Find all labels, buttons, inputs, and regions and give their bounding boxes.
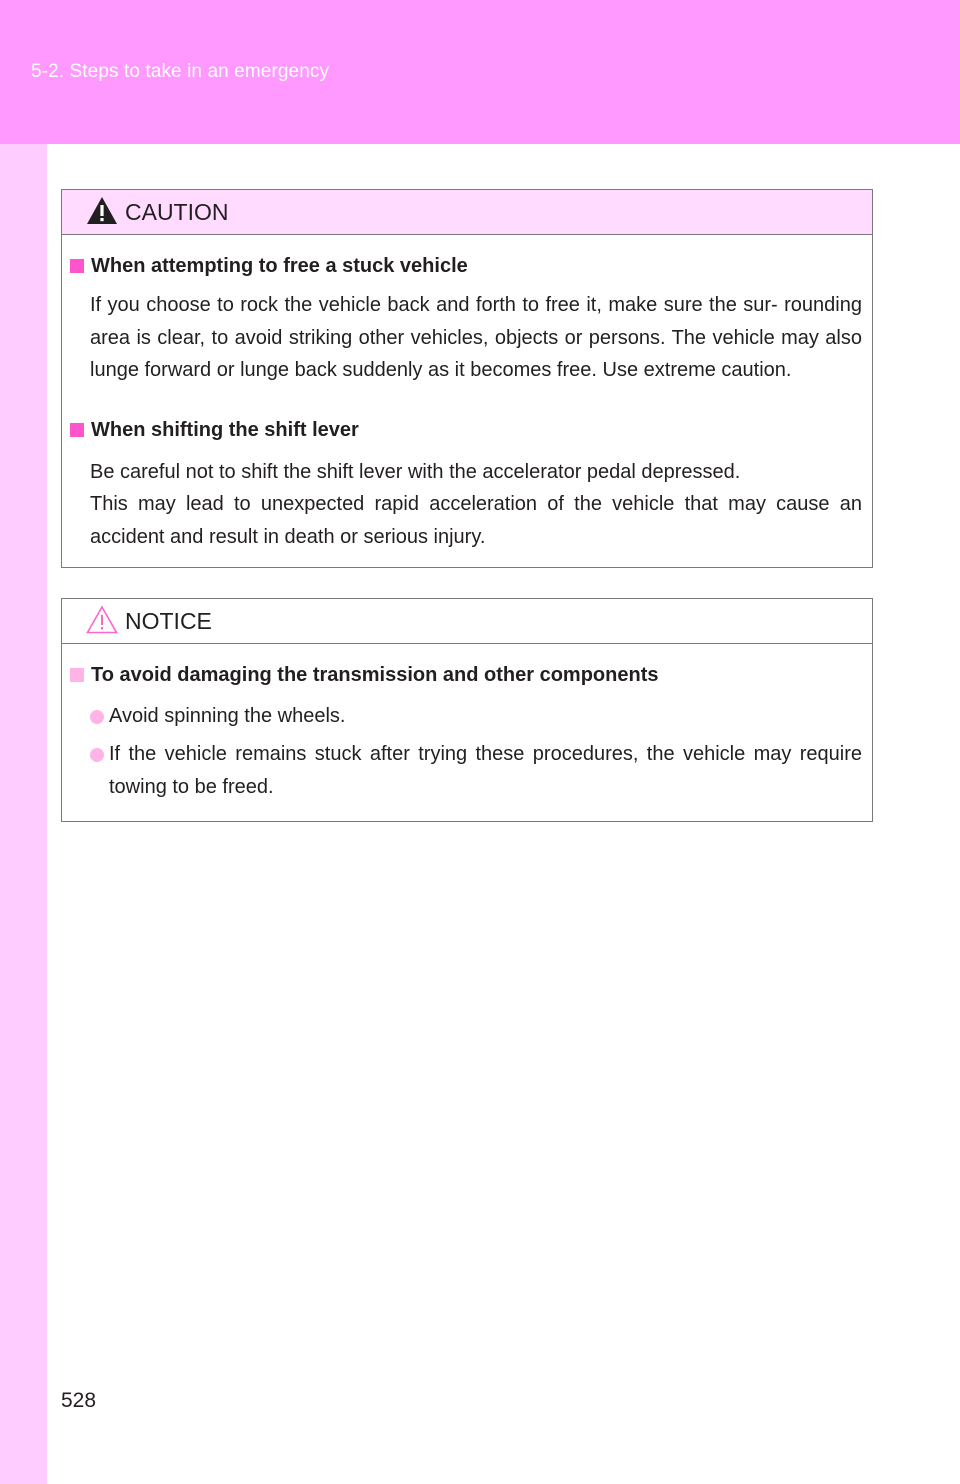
page-header xyxy=(0,0,960,144)
caution-section-title xyxy=(70,419,359,442)
caution-section-title-text: When shifting the shift lever xyxy=(91,419,359,441)
left-margin-strip xyxy=(0,144,47,1484)
caution-header xyxy=(62,190,872,235)
caution-paragraph: If you choose to rock the vehicle back and forth to free it, make sure the sur- rounding area is clear, to avoid striking other vehicles, objects or persons. The vehicle may also lunge forward or lunge back suddenly as it becomes free. Use extreme caution. xyxy=(90,294,862,381)
notice-section-title-text: To avoid damaging the transmission and other components xyxy=(91,664,659,686)
notice-bullet xyxy=(90,700,862,733)
square-bullet-icon xyxy=(70,668,84,682)
circle-bullet-icon xyxy=(90,710,104,724)
warning-triangle-icon xyxy=(86,196,118,225)
section-title: 5-2. Steps to take in an emergency xyxy=(31,61,330,82)
notice-header xyxy=(62,599,872,644)
page-number: 528 xyxy=(61,1389,97,1412)
caution-paragraph: Be careful not to shift the shift lever with the accelerator pedal depressed. xyxy=(90,461,741,483)
caution-section-title xyxy=(70,255,468,278)
notice-label: NOTICE xyxy=(125,608,212,634)
notice-bullet xyxy=(90,738,862,803)
notice-bullet-text: Avoid spinning the wheels. xyxy=(109,705,346,727)
square-bullet-icon xyxy=(70,259,84,273)
caution-label: CAUTION xyxy=(125,199,229,225)
notice-section-title xyxy=(70,664,658,687)
caution-paragraph: This may lead to unexpected rapid acceleration of the vehicle that may cause an accident and result in death or serious injury. xyxy=(90,493,862,548)
caution-section-title-text: When attempting to free a stuck vehicle xyxy=(91,255,468,277)
notice-triangle-icon xyxy=(86,605,118,634)
square-bullet-icon xyxy=(70,423,84,437)
notice-box xyxy=(61,598,873,822)
caution-box xyxy=(61,189,873,568)
notice-bullet-text: If the vehicle remains stuck after trying these procedures, the vehicle may require towing to be freed. xyxy=(109,743,862,798)
circle-bullet-icon xyxy=(90,748,104,762)
